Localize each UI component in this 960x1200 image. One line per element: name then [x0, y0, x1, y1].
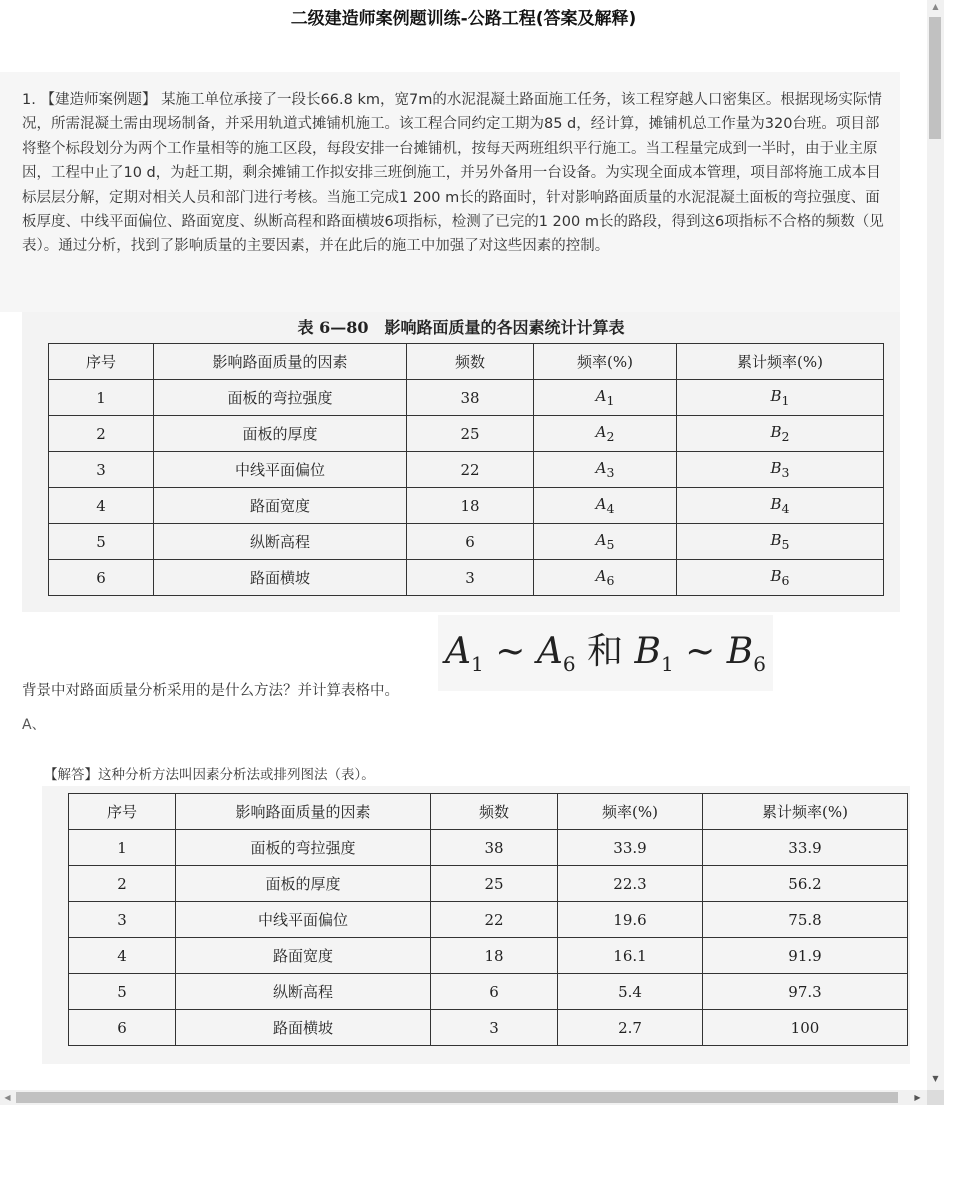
vertical-scrollbar[interactable]: [927, 0, 944, 1090]
cell-factor: 中线平面偏位: [154, 452, 407, 488]
cell-cumulative: 33.9: [703, 830, 908, 866]
cell-no: 5: [49, 524, 154, 560]
cell-no: 3: [49, 452, 154, 488]
cell-frequency: $A_2$: [534, 416, 677, 452]
cell-cumulative: $B_1$: [677, 380, 884, 416]
scrollbar-corner: [927, 1090, 944, 1105]
cell-count: 3: [407, 560, 534, 596]
cell-cumulative: $B_2$: [677, 416, 884, 452]
answer-table: [68, 793, 908, 1046]
cell-cumulative: $B_3$: [677, 452, 884, 488]
cell-no: 6: [49, 560, 154, 596]
table-caption: 表 6—80 影响路面质量的各因素统计计算表: [297, 318, 625, 337]
formula: $A_1$ ~ $A_6$ 和 $B_1$ ~ $B_6$: [445, 631, 766, 677]
scroll-right-icon[interactable]: ▶: [914, 1093, 921, 1102]
cell-count: 6: [407, 524, 534, 560]
cell-frequency: $A_6$: [534, 560, 677, 596]
table-row: [69, 1010, 908, 1046]
cell-factor: 路面宽度: [176, 938, 431, 974]
question-prompt: 背景中对路面质量分析采用的是什么方法？并计算表格中。: [22, 683, 399, 699]
cell-cumulative: 56.2: [703, 866, 908, 902]
cell-factor: 路面横坡: [176, 1010, 431, 1046]
cell-count: 22: [431, 902, 558, 938]
cell-count: 18: [407, 488, 534, 524]
horizontal-scrollbar[interactable]: [0, 1090, 927, 1105]
cell-frequency: $A_3$: [534, 452, 677, 488]
cell-count: 18: [431, 938, 558, 974]
cell-count: 6: [431, 974, 558, 1010]
cell-cumulative: 100: [703, 1010, 908, 1046]
cell-count: 38: [431, 830, 558, 866]
cell-frequency: 2.7: [558, 1010, 703, 1046]
page-title: 二级建造师案例题训练-公路工程(答案及解释): [290, 9, 637, 29]
cell-frequency: 16.1: [558, 938, 703, 974]
scroll-down-icon[interactable]: ▼: [932, 1074, 939, 1083]
header-frequency: 频率(%): [558, 794, 703, 830]
cell-cumulative: 97.3: [703, 974, 908, 1010]
table-header-row: [69, 794, 908, 830]
cell-frequency: $A_4$: [534, 488, 677, 524]
table-row: [49, 560, 884, 596]
cell-frequency: $A_5$: [534, 524, 677, 560]
question-text: 1. 【建造师案例题】 某施工单位承接了一段长66.8 km，宽7m的水泥混凝土路面施工任务，该工程穿越人口密集区。根据现场实际情况，所需混凝土需由现场制备，并采用轨道式摊铺机施工。该工程合同约定工期为85 d，经计算，摊铺机总工作量为320台班。项目部将整个标段划分为两个工作量相等的施工区段，每段安排一台摊铺机，按每天两班组织平行施工。当工程量完成到一半时，由于业主原因，工程中止了10 d，为赶工期，剩余摊铺工作拟安排三班倒施工，并另外备用一台设备。为实现全面成本管理，项目部将施工成本目标层层分解，定期对相关人员和部门进行考核。当施工完成1 200 m长的路面时，针对影响路面质量的水泥混凝土面板的弯拉强度、面板厚度、中线平面偏位、路面宽度、纵断高程和路面横坡6项指标，检测了已完的1 200 m长的路段，得到这6项指标不合格的频数（见表）。通过分析，找到了影响质量的主要因素，并在此后的施工中加强了对这些因素的控制。: [22, 92, 884, 255]
table-row: [69, 974, 908, 1010]
horizontal-scroll-thumb[interactable]: [16, 1092, 898, 1103]
table-row: [69, 902, 908, 938]
cell-no: 4: [49, 488, 154, 524]
cell-factor: 面板的厚度: [176, 866, 431, 902]
table-image-1: [22, 312, 900, 612]
table-row: [49, 380, 884, 416]
cell-no: 1: [49, 380, 154, 416]
table-image-2: [42, 786, 910, 1064]
cell-count: 38: [407, 380, 534, 416]
header-factor: 影响路面质量的因素: [176, 794, 431, 830]
cell-frequency: 33.9: [558, 830, 703, 866]
cell-no: 5: [69, 974, 176, 1010]
cell-factor: 面板的厚度: [154, 416, 407, 452]
scroll-up-icon[interactable]: ▲: [932, 2, 939, 11]
question-number: 1: [22, 92, 32, 108]
cell-no: 1: [69, 830, 176, 866]
table-row: [69, 866, 908, 902]
vertical-scroll-thumb[interactable]: [929, 17, 941, 139]
cell-factor: 纵断高程: [176, 974, 431, 1010]
scroll-left-icon[interactable]: ◀: [4, 1093, 11, 1102]
cell-cumulative: 75.8: [703, 902, 908, 938]
cell-factor: 中线平面偏位: [176, 902, 431, 938]
cell-cumulative: $B_4$: [677, 488, 884, 524]
cell-count: 25: [431, 866, 558, 902]
header-frequency: 频率(%): [534, 344, 677, 380]
table-row: [69, 938, 908, 974]
header-cumulative: 累计频率(%): [677, 344, 884, 380]
cell-no: 2: [69, 866, 176, 902]
formula-image: [438, 615, 773, 691]
cell-no: 2: [49, 416, 154, 452]
cell-factor: 路面横坡: [154, 560, 407, 596]
header-no: 序号: [49, 344, 154, 380]
answer-text: 【解答】这种分析方法叫因素分析法或排列图法（表）。: [44, 767, 375, 783]
question-tag: 【建造师案例题】: [40, 92, 157, 108]
table-header-row: [49, 344, 884, 380]
header-no: 序号: [69, 794, 176, 830]
question-body: 某施工单位承接了一段长66.8 km，宽7m的水泥混凝土路面施工任务，该工程穿越人口密集区。根据现场实际情况，所需混凝土需由现场制备，并采用轨道式摊铺机施工。该工程合同约定工期为85 d，经计算，摊铺机总工作量为320台班。项目部将整个标段划分为两个工作量相等的施工区段，每段安排一台摊铺机，按每天两班组织平行施工。当工程量完成到一半时，由于业主原因，工程中止了10 d，为赶工期，剩余摊铺工作拟安排三班倒施工，并另外备用一台设备。为实现全面成本管理，项目部将施工成本目标层层分解，定期对相关人员和部门进行考核。当施工完成1 200 m长的路面时，针对影响路面质量的水泥混凝土面板的弯拉强度、面板厚度、中线平面偏位、路面宽度、纵断高程和路面横坡6项指标，检测了已完的1 200 m长的路段，得到这6项指标不合格的频数（见表）。通过分析，找到了影响质量的主要因素，并在此后的施工中加强了对这些因素的控制。: [22, 92, 884, 255]
cell-factor: 面板的弯拉强度: [154, 380, 407, 416]
cell-frequency: 19.6: [558, 902, 703, 938]
table-row: [49, 524, 884, 560]
cell-no: 3: [69, 902, 176, 938]
cell-cumulative: $B_5$: [677, 524, 884, 560]
cell-frequency: $A_1$: [534, 380, 677, 416]
cell-count: 25: [407, 416, 534, 452]
cell-frequency: 22.3: [558, 866, 703, 902]
cell-factor: 路面宽度: [154, 488, 407, 524]
header-count: 频数: [431, 794, 558, 830]
cell-factor: 纵断高程: [154, 524, 407, 560]
cell-cumulative: $B_6$: [677, 560, 884, 596]
cell-no: 6: [69, 1010, 176, 1046]
cell-frequency: 5.4: [558, 974, 703, 1010]
header-cumulative: 累计频率(%): [703, 794, 908, 830]
table-row: [49, 488, 884, 524]
table-row: [49, 416, 884, 452]
header-count: 频数: [407, 344, 534, 380]
cell-count: 22: [407, 452, 534, 488]
option-a[interactable]: A、: [22, 717, 46, 733]
cell-factor: 面板的弯拉强度: [176, 830, 431, 866]
table-row: [49, 452, 884, 488]
factor-statistics-table: [48, 343, 884, 596]
table-row: [69, 830, 908, 866]
cell-cumulative: 91.9: [703, 938, 908, 974]
cell-count: 3: [431, 1010, 558, 1046]
cell-no: 4: [69, 938, 176, 974]
header-factor: 影响路面质量的因素: [154, 344, 407, 380]
